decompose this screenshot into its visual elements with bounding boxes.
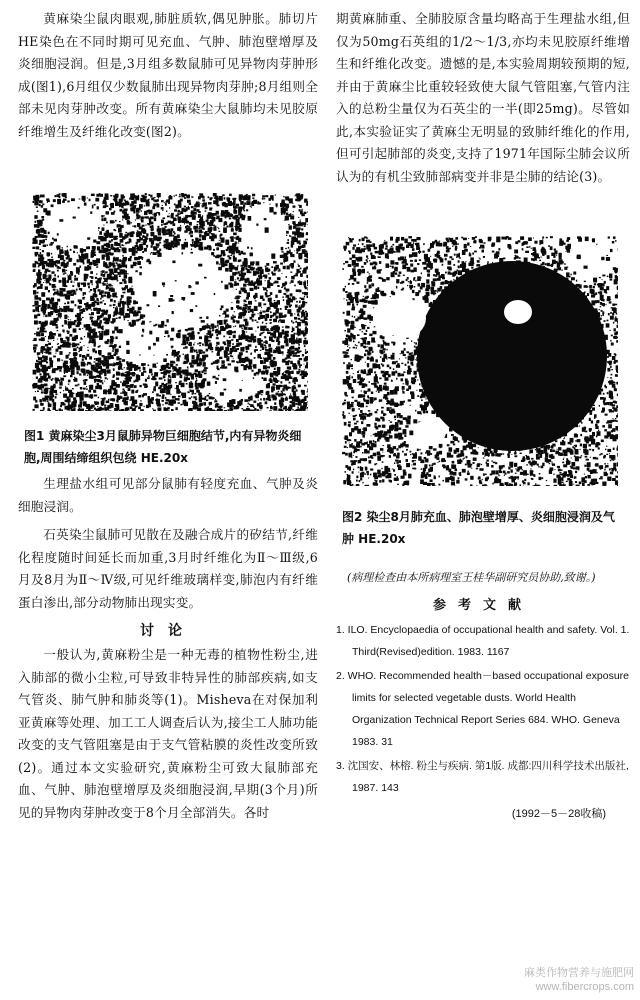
results-paragraph-quartz: 石英染尘鼠肺可见散在及融合成片的矽结节,纤维化程度随时间延长而加重,3月时纤维化为Ⅱ～Ⅲ级,6月及8月为Ⅱ～Ⅳ级,可见纤维玻璃样变,肺泡内有纤维蛋白渗出,部分动物肺出现实变。 (18, 527, 318, 610)
reference-item-2: 2. WHO. Recommended health－based occupational exposure limits for selected vegetable dusts. World Health Organization Technical Report Series 684. WHO. Geneva 1983. 31 (336, 670, 629, 748)
micrograph-texture (32, 193, 308, 411)
results-paragraph-jute: 黄麻染尘鼠肉眼观,肺脏质软,偶见肿胀。肺切片HE染色在不同时期可见充血、气肿、肺泡壁增厚及炎细胞浸润。但是,3月组多数鼠肺可见异物肉芽肿形成(图1),6月组仅少数鼠肺出现异物肉芽肿;8月组则全部未见肉芽肿改变。所有黄麻染尘大鼠肺均未见胶原纤维增生及纤维化改变(图2)。 (18, 11, 318, 139)
discussion-paragraph: 一般认为,黄麻粉尘是一种无毒的植物性粉尘,进入肺部的微小尘粒,可导致非特异性的肺部疾病,如支气管炎、肺气肿和肺炎等(1)。Misheva在对保加利亚黄麻等处理、加工工人调查后认为,接尘工人肺功能改变的支气管阻塞是由于支气管粘膜的炎性改变所致(2)。通过本文实验研究,黄麻粉尘可致大鼠肺部充血、气肿、肺泡壁增厚及炎细胞浸润,早期(3个月)所见的异物肉芽肿改变于8个月全部消失。各时 (18, 647, 318, 820)
micrograph-alveolus (382, 298, 426, 338)
figure-2-caption: 图2 染尘8月肺充血、肺泡壁增厚、炎细胞浸润及气肿 HE.20x (342, 510, 615, 546)
figure-2-micrograph (342, 236, 618, 486)
figure-2-image (342, 236, 618, 486)
watermark-line-2: www.fibercrops.com (535, 981, 634, 993)
discussion-heading: 讨论 (140, 623, 196, 639)
references-heading: 参考文献 (432, 598, 533, 613)
reference-item-1: 1. ILO. Encyclopaedia of occupational health and safety. Vol. 1. Third(Revised)edition. 1983. 1167 (336, 624, 630, 658)
watermark-line-1: 麻类作物营养与施肥网 (524, 967, 634, 979)
figure-1-caption: 图1 黄麻染尘3月鼠肺异物巨细胞结节,内有异物炎细胞,周围结缔组织包绕 HE.20x (24, 429, 302, 465)
micrograph-alveolus (414, 419, 446, 445)
figure-1-image (32, 193, 308, 411)
received-date: (1992－5－28收稿) (511, 808, 606, 820)
micrograph-alveolus (504, 300, 532, 324)
acknowledgement: (病理检查由本所病理室王桂华副研究员协助,致谢。) (347, 571, 596, 584)
site-watermark (524, 966, 634, 994)
reference-item-3: 3. 沈国安、林榕. 粉尘与疾病. 第1版. 成都:四川科学技术出版社, 1987. 143 (336, 760, 629, 794)
right-column (336, 8, 630, 821)
discussion-continued-paragraph: 期黄麻肺重、全肺胶原含量均略高于生理盐水组,但仅为50mg石英组的1/2～1/3,亦均未见胶原纤维增生和纤维化改变。遗憾的是,本实验周期较预期的短,并由于黄麻尘比重较轻致使大鼠气管阻塞,气管内注入的总粉尘量仅为石英尘的一半(即25mg)。尽管如此,本实验证实了黄麻尘无明显的致肺纤维化的作用,但可引起肺部的炎变,支持了1971年国际尘肺会议所认为的有机尘致肺部病变并非是尘肺的结论(3)。 (336, 11, 630, 184)
left-column (18, 8, 318, 830)
reference-list (336, 619, 630, 799)
figure-1-micrograph (32, 193, 308, 411)
results-paragraph-saline: 生理盐水组可见部分鼠肺有轻度充血、气肿及炎细胞浸润。 (18, 476, 318, 514)
